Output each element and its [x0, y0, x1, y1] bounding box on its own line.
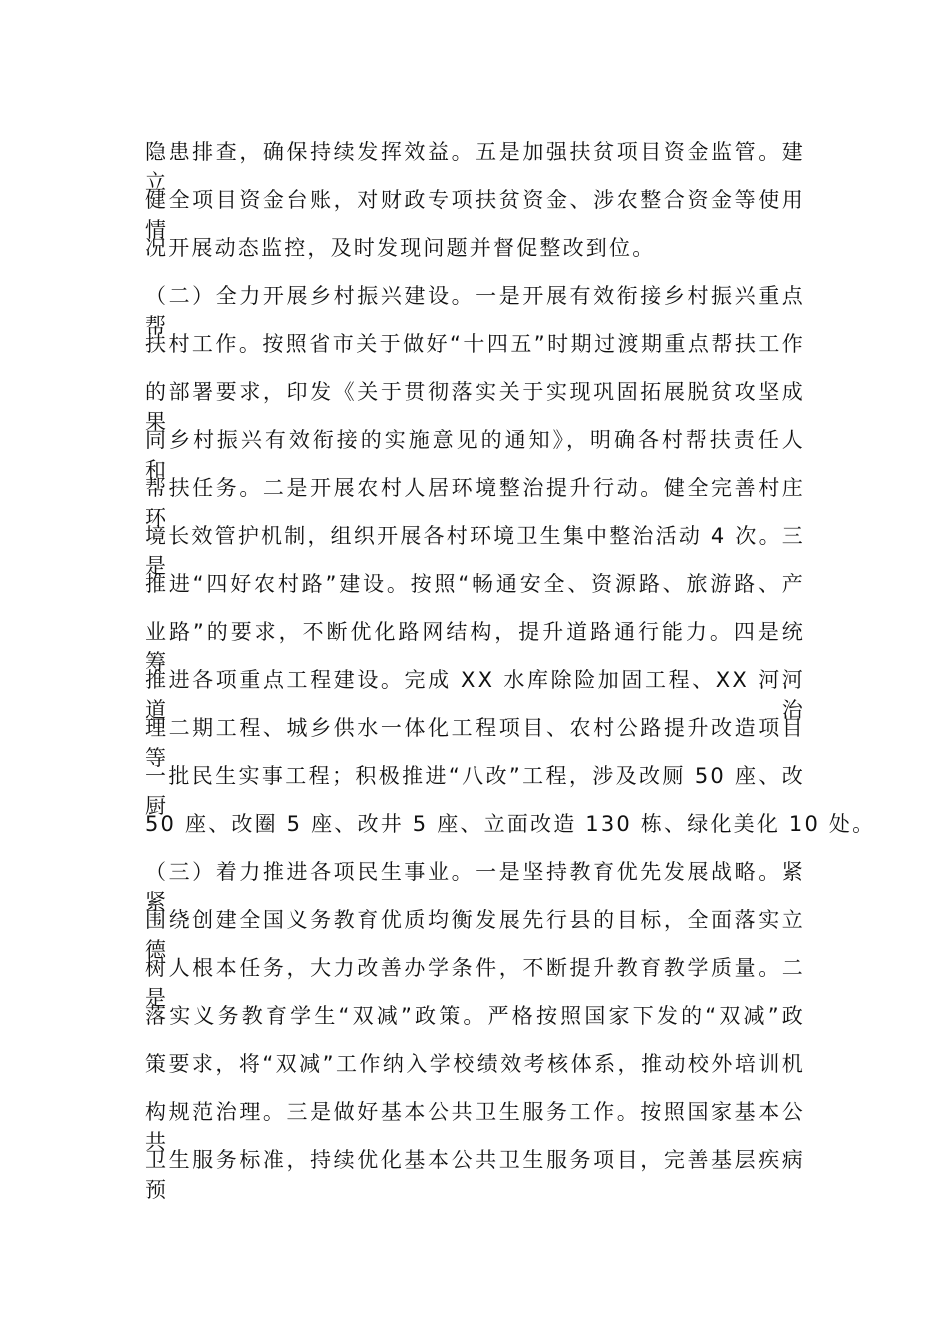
- text-line: 的部署要求，印发《关于贯彻落实关于实现巩固拓展脱贫攻坚成果: [145, 380, 805, 434]
- text-line: 卫生服务标准，持续优化基本公共卫生服务项目，完善基层疾病预: [145, 1148, 805, 1202]
- text-line: 围绕创建全国义务教育优质均衡发展先行县的目标，全面落实立德: [145, 908, 805, 962]
- text-line: 隐患排查，确保持续发挥效益。五是加强扶贫项目资金监管。建立: [145, 140, 805, 194]
- text-line: 帮扶任务。二是开展农村人居环境整治提升行动。健全完善村庄环: [145, 476, 805, 530]
- text-line: 推进各项重点工程建设。完成 XX 水库除险加固工程、XX 河河道治: [145, 668, 805, 722]
- text-line: 树人根本任务，大力改善办学条件，不断提升教育教学质量。二是: [145, 956, 805, 1010]
- text-line: 一批民生实事工程；积极推进“八改”工程，涉及改厕 50 座、改厨: [145, 764, 805, 818]
- text-line: 50 座、改圈 5 座、改井 5 座、立面改造 130 栋、绿化美化 10 处。: [145, 812, 876, 836]
- text-line: 境长效管护机制，组织开展各村环境卫生集中整治活动 4 次。三是: [145, 524, 805, 578]
- text-line: 同乡村振兴有效衔接的实施意见的通知》，明确各村帮扶责任人和: [145, 428, 805, 482]
- text-line: 策要求，将“双减”工作纳入学校绩效考核体系，推动校外培训机: [145, 1052, 805, 1076]
- text-line: 健全项目资金台账，对财政专项扶贫资金、涉农整合资金等使用情: [145, 188, 805, 242]
- text-line: 推进“四好农村路”建设。按照“畅通安全、资源路、旅游路、产: [145, 572, 805, 596]
- text-line: 况开展动态监控，及时发现问题并督促整改到位。: [145, 236, 656, 260]
- text-line: 落实义务教育学生“双减”政策。严格按照国家下发的“双减”政: [145, 1004, 805, 1028]
- section-heading-line: （二）全力开展乡村振兴建设。一是开展有效衔接乡村振兴重点帮: [145, 284, 805, 338]
- section-heading-line: （三）着力推进各项民生事业。一是坚持教育优先发展战略。紧紧: [145, 860, 805, 914]
- text-line: 业路”的要求，不断优化路网结构，提升道路通行能力。四是统筹: [145, 620, 805, 674]
- text-line: 理二期工程、城乡供水一体化工程项目、农村公路提升改造项目等: [145, 716, 805, 770]
- text-line: 扶村工作。按照省市关于做好“十四五”时期过渡期重点帮扶工作: [145, 332, 805, 356]
- text-line: 构规范治理。三是做好基本公共卫生服务工作。按照国家基本公共: [145, 1100, 805, 1154]
